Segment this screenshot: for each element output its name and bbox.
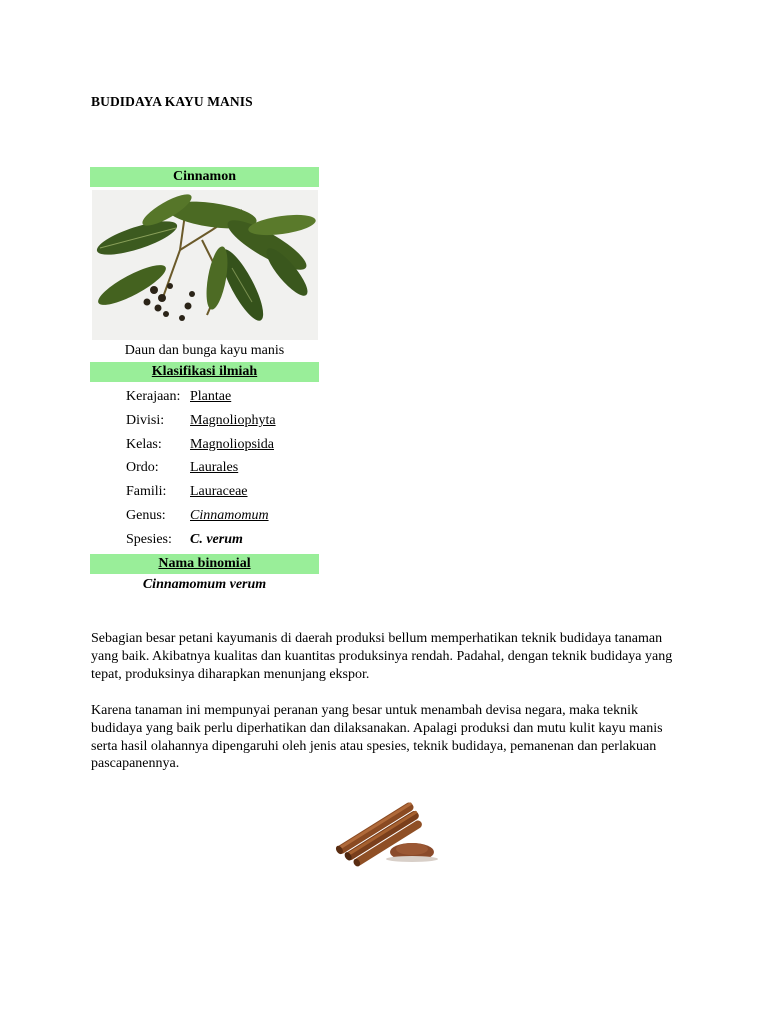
sticks-illustration	[326, 788, 444, 868]
taxo-link-kingdom[interactable]: Plantae	[190, 389, 232, 404]
taxo-row-genus	[90, 504, 319, 528]
taxo-link-division[interactable]: Magnoliophyta	[190, 412, 276, 428]
taxo-key: Kelas:	[126, 436, 162, 452]
page-title: BUDIDAYA KAYU MANIS	[91, 94, 253, 109]
cinnamon-leaves-image	[92, 190, 318, 340]
taxo-link-order[interactable]: Laurales	[190, 460, 239, 476]
leaves-illustration	[92, 190, 318, 340]
paragraph-1: Sebagian besar petani kayumanis di daerah produksi bellum memperhatikan teknik budidaya tanaman yang baik. Akibatnya kualitas dan kuantitas produksinya rendah. Padahal, dengan teknik budidaya yang tepat, produksinya diharapkan menunjang ekspor.	[91, 631, 673, 682]
taxobox-header: Cinnamon	[90, 167, 319, 187]
binomial-name: Cinnamomum verum	[142, 576, 267, 592]
taxo-row-division	[90, 409, 319, 433]
taxo-key: Genus:	[126, 507, 166, 523]
taxo-link-class[interactable]: Magnoliopsida	[190, 436, 274, 452]
cinnamon-sticks-image	[326, 788, 444, 868]
taxo-key: Spesies:	[126, 531, 172, 547]
taxo-row-species	[90, 528, 319, 552]
taxo-key: Kerajaan:	[126, 389, 181, 404]
taxo-link-family[interactable]: Lauraceae	[190, 484, 248, 500]
classification-header-label: Klasifikasi ilmiah	[151, 364, 258, 379]
taxo-row-kingdom	[90, 385, 319, 409]
binomial-header-label: Nama binomial	[158, 555, 251, 571]
classification-rows	[90, 382, 319, 554]
taxo-link-genus[interactable]: Cinnamomum	[190, 507, 269, 523]
taxo-row-family	[90, 480, 319, 504]
classification-header	[90, 362, 319, 382]
taxo-key: Ordo:	[126, 460, 159, 476]
taxobox	[90, 167, 319, 596]
image-caption: Daun dan bunga kayu manis	[124, 343, 285, 358]
taxo-key: Divisi:	[126, 412, 165, 428]
taxo-row-order	[90, 456, 319, 480]
taxo-key: Famili:	[126, 484, 167, 500]
paragraph-2: Karena tanaman ini mempunyai peranan yang besar untuk menambah devisa negara, maka teknik budidaya yang baik perlu diperhatikan dan dilaksanakan. Apalagi produksi dan mutu kulit kayu manis serta hasil olahannya dipengaruhi oleh jenis atau spesies, teknik budidaya, pemanenan dan perlakuan pascapanennya.	[91, 703, 663, 772]
taxo-species-value: C. verum	[190, 531, 243, 547]
binomial-header	[90, 554, 319, 574]
taxo-row-class	[90, 433, 319, 457]
